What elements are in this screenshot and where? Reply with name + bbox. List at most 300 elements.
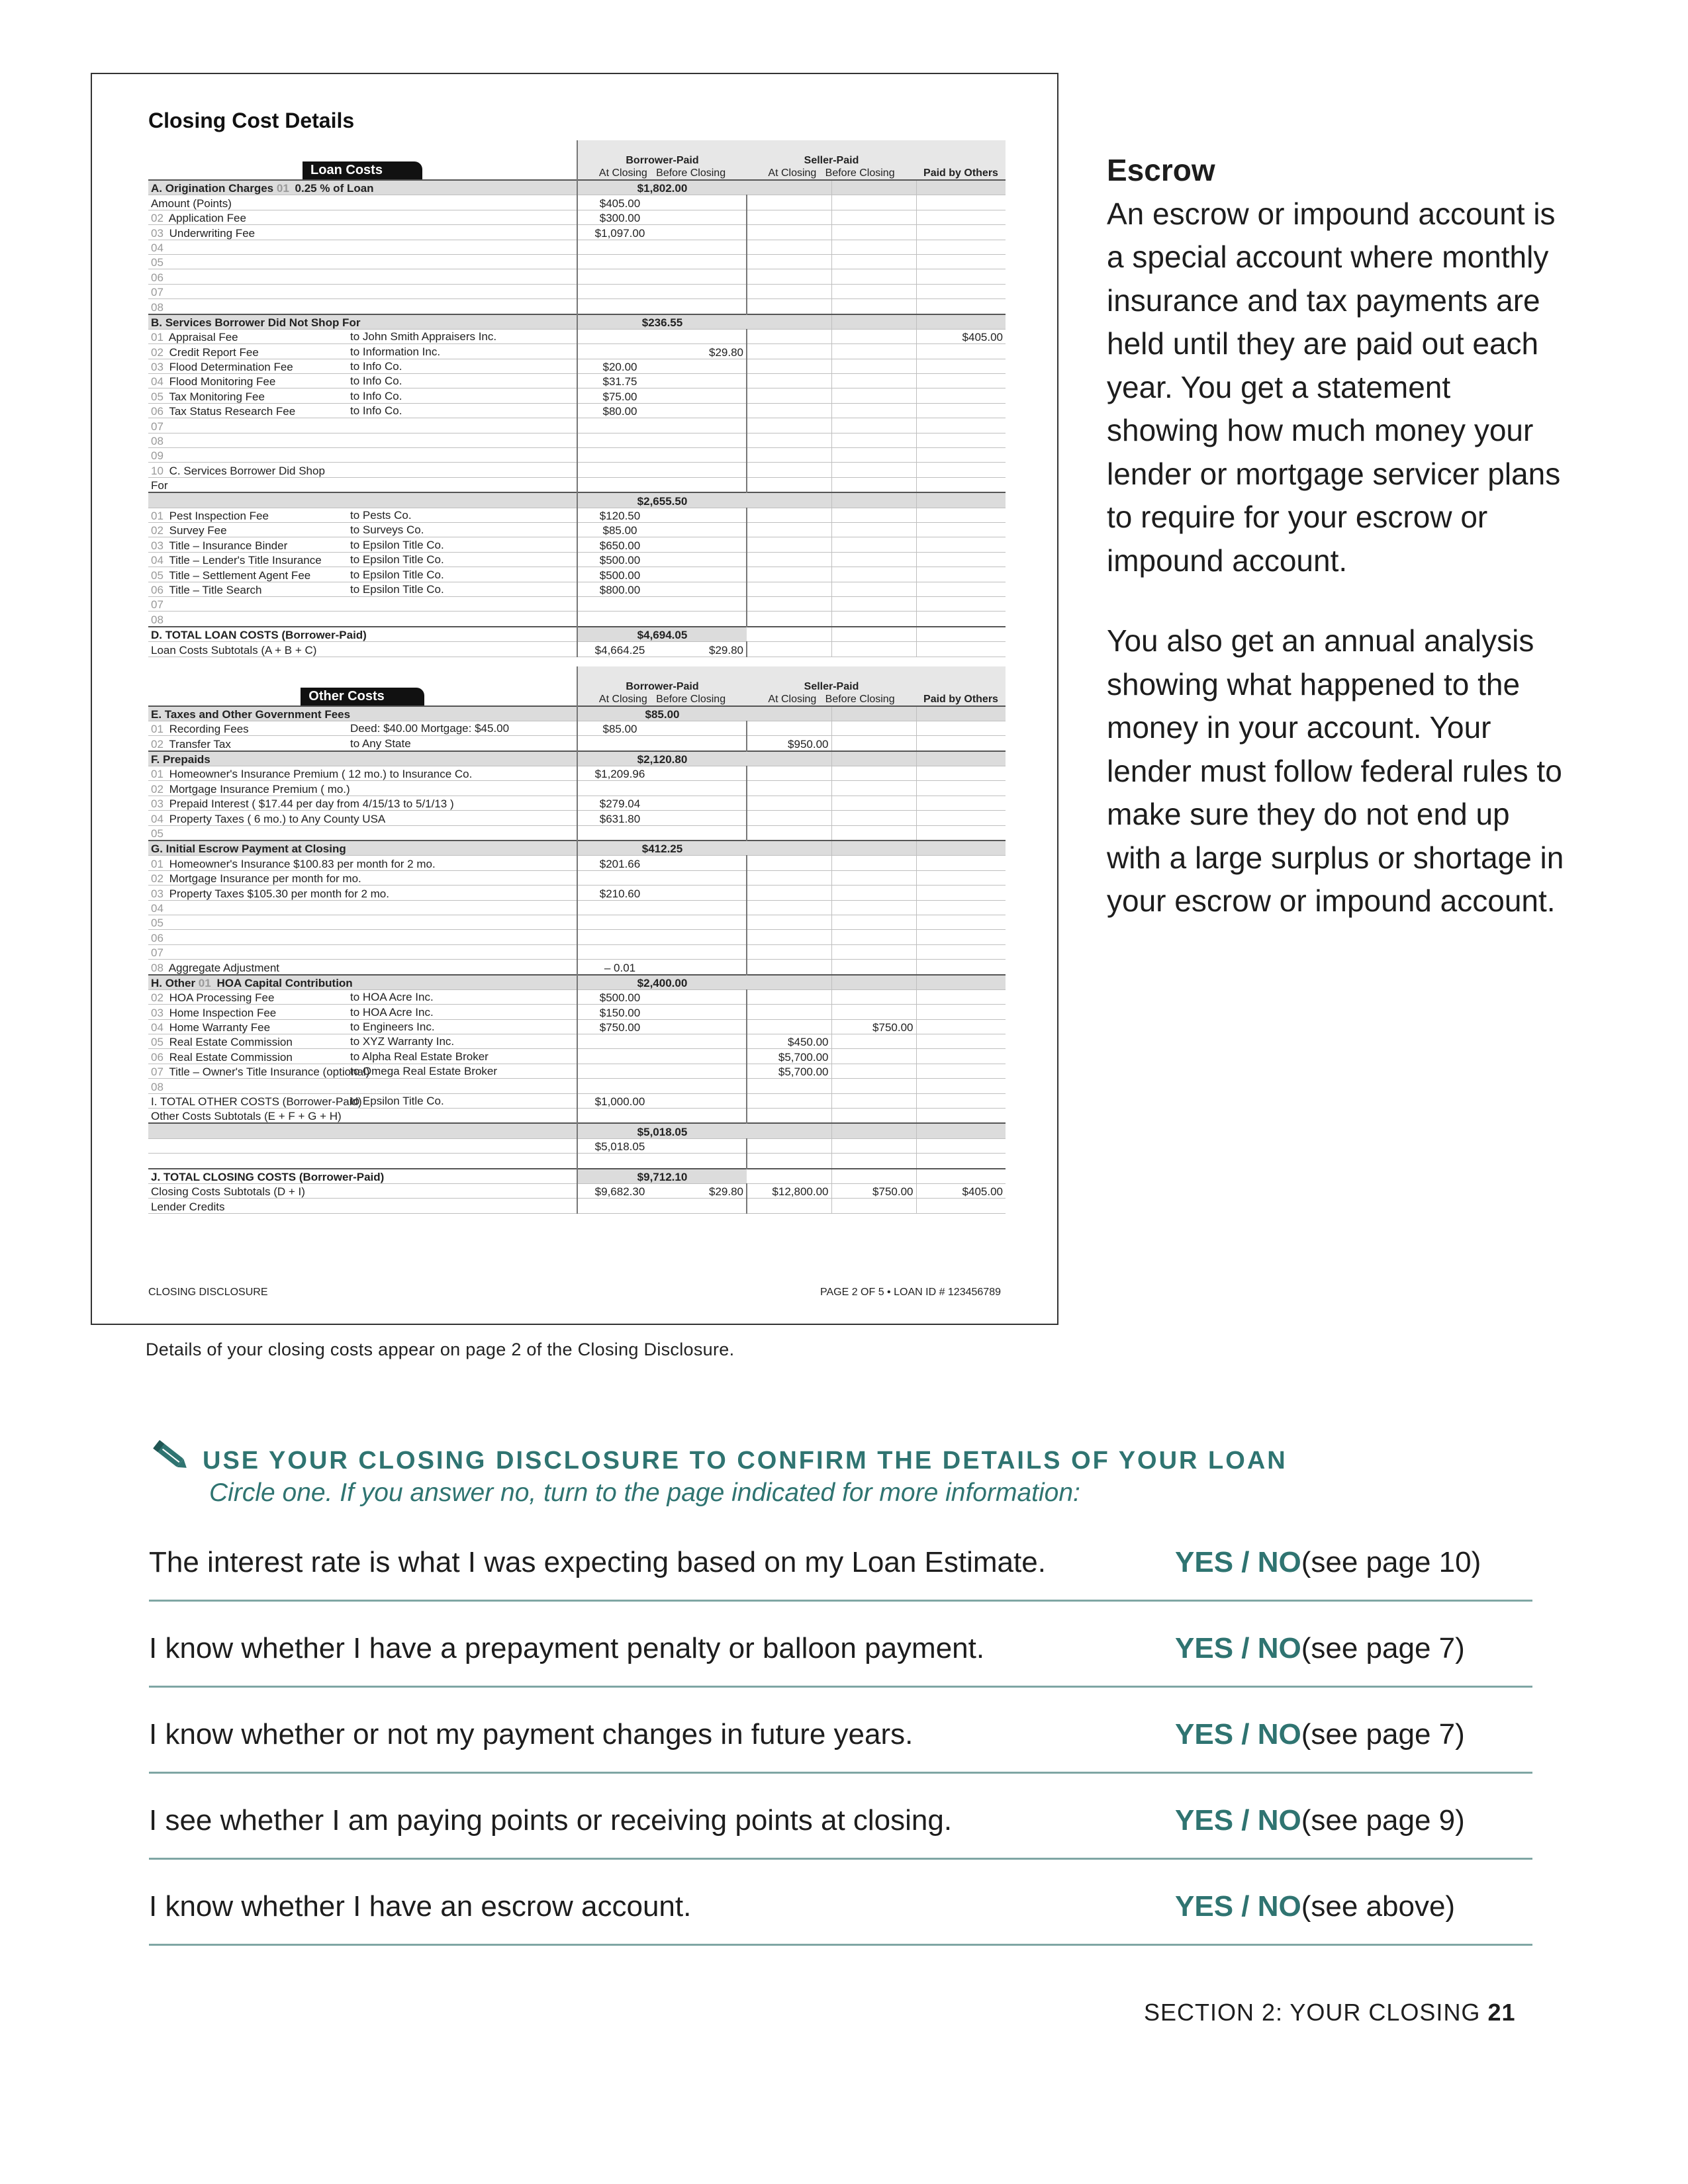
loan-costs-tab-label: Loan Costs (303, 161, 422, 179)
line-number: 06 (151, 405, 164, 418)
line-number: 07 (151, 286, 164, 299)
yes-no-choice[interactable]: YES / NO (1175, 1546, 1301, 1578)
borrower-before-closing (662, 1154, 747, 1169)
borrower-at-closing-value: $279.04 (599, 797, 641, 811)
borrower-before-closing (662, 1034, 747, 1049)
row-description (148, 492, 577, 508)
seller-at-closing (747, 433, 831, 447)
borrower-at-closing (577, 825, 662, 841)
seller-at-closing (747, 870, 831, 885)
payee: to Info Co. (350, 360, 402, 373)
table-row (148, 975, 1006, 990)
seller-at-closing-value: $12,800.00 (772, 1185, 829, 1199)
seller-before-closing (831, 314, 916, 330)
borrower-before-closing (662, 299, 747, 314)
row-label: For (151, 479, 168, 492)
borrower-at-closing (577, 944, 662, 959)
borrower-at-closing (577, 1169, 747, 1184)
seller-before-closing (831, 1079, 916, 1093)
seller-at-closing (747, 359, 831, 373)
row-label: Lender Credits (151, 1200, 225, 1213)
row-description (148, 1169, 577, 1184)
seller-before-closing (831, 418, 916, 433)
seller-at-closing (747, 567, 831, 582)
seller-at-closing (747, 448, 831, 463)
seller-before-closing (831, 1169, 916, 1184)
paid-by-others (916, 856, 1006, 870)
borrower-at-closing (577, 856, 662, 870)
seller-at-closing (747, 1199, 831, 1213)
row-label: Mortgage Insurance per month for mo. (169, 872, 361, 886)
paid-by-others (916, 841, 1006, 856)
seller-at-closing (747, 344, 831, 359)
seller-before-closing (831, 811, 916, 825)
row-label: A. Origination Charges (151, 182, 274, 195)
other-costs-tab (148, 666, 577, 706)
seller-before-closing (831, 1199, 916, 1213)
table-row (148, 900, 1006, 915)
checklist-item (149, 1602, 1532, 1688)
seller-at-closing (747, 706, 831, 721)
row-description (148, 612, 577, 627)
seller-at-closing (747, 582, 831, 596)
row-label: I. TOTAL OTHER COSTS (Borrower-Paid) (151, 1095, 362, 1109)
borrower-before-closing (662, 374, 747, 388)
table-row (148, 240, 1006, 254)
borrower-at-closing (577, 736, 662, 751)
seller-at-closing (747, 612, 831, 627)
seller-before-closing (831, 841, 916, 856)
seller-at-closing (747, 796, 831, 810)
borrower-at-closing (577, 1049, 662, 1064)
row-description (148, 751, 577, 766)
borrower-at-closing (577, 612, 662, 627)
line-number: 07 (151, 420, 164, 433)
row-description (148, 796, 577, 810)
paid-by-others (916, 240, 1006, 254)
row-description (148, 1138, 577, 1153)
seller-at-closing (747, 1184, 831, 1199)
row-description (148, 448, 577, 463)
table-row (148, 612, 1006, 627)
row-description (148, 886, 577, 900)
seller-before-closing (831, 1049, 916, 1064)
line-number: 02 (151, 991, 164, 1005)
paid-by-others (916, 359, 1006, 373)
seller-at-closing (747, 210, 831, 224)
table-row (148, 210, 1006, 224)
paid-by-others-header (916, 140, 1006, 180)
paid-by-others (916, 989, 1006, 1004)
row-description (148, 1123, 577, 1138)
borrower-at-closing (577, 766, 662, 781)
borrower-before-closing (662, 915, 747, 929)
borrower-at-closing (577, 870, 662, 885)
borrower-at-closing (577, 811, 662, 825)
line-number: 05 (151, 827, 164, 841)
borrower-at-closing-value: $5,018.05 (594, 1140, 645, 1154)
paid-by-others (916, 612, 1006, 627)
checklist-question: The interest rate is what I was expecting based on my Loan Estimate. (149, 1546, 1046, 1578)
yes-no-choice[interactable]: YES / NO (1175, 1632, 1301, 1664)
row-label: Tax Status Research Fee (169, 405, 296, 418)
borrower-at-closing (577, 989, 662, 1004)
row-label: Mortgage Insurance Premium ( mo.) (169, 782, 350, 796)
line-number: 01 (151, 723, 164, 736)
seller-before-closing (831, 930, 916, 944)
seller-paid-label: Seller-Paid (804, 680, 859, 692)
seller-at-closing (747, 374, 831, 388)
row-label: Transfer Tax (169, 737, 231, 751)
borrower-at-closing-value: $500.00 (599, 991, 641, 1005)
escrow-explainer (1107, 149, 1570, 923)
row-label: Aggregate Adjustment (168, 961, 279, 974)
paid-by-others (916, 1019, 1006, 1034)
borrower-at-closing-value: $80.00 (602, 405, 637, 418)
form-footer-right: PAGE 2 OF 5 • LOAN ID # 123456789 (820, 1287, 1001, 1298)
paid-by-others-label: Paid by Others (923, 167, 998, 179)
seller-at-closing (747, 596, 831, 611)
paid-by-others (916, 1138, 1006, 1153)
row-description (148, 254, 577, 269)
seller-paid-header (747, 666, 916, 706)
seller-before-closing (831, 552, 916, 567)
line-number: 08 (151, 613, 164, 626)
paid-by-others (916, 796, 1006, 810)
table-row (148, 1199, 1006, 1213)
line-number: 03 (151, 226, 164, 240)
seller-at-closing (747, 329, 831, 343)
table-header-row (148, 666, 1006, 706)
line-number: 06 (151, 583, 164, 596)
borrower-at-closing-value: $236.55 (641, 316, 683, 329)
row-description (148, 359, 577, 373)
paid-by-others (916, 537, 1006, 552)
seller-at-closing (747, 1154, 831, 1169)
row-description (148, 960, 577, 975)
page-reference: (see page 10) (1301, 1546, 1481, 1578)
borrower-at-closing (577, 915, 662, 929)
table-row (148, 1019, 1006, 1034)
pencil-icon (147, 1435, 192, 1476)
seller-at-closing (747, 254, 831, 269)
row-label: F. Prepaids (151, 753, 211, 766)
borrower-at-closing (577, 284, 662, 298)
borrower-at-closing-value: $405.00 (599, 197, 641, 210)
table-row (148, 870, 1006, 885)
row-description (148, 1005, 577, 1019)
seller-before-closing (831, 960, 916, 975)
row-description (148, 388, 577, 403)
borrower-before-closing (662, 870, 747, 885)
paid-by-others (916, 596, 1006, 611)
seller-at-closing (747, 269, 831, 284)
seller-at-closing (747, 1019, 831, 1034)
paid-by-others (916, 766, 1006, 781)
borrower-before-closing (662, 1138, 747, 1153)
seller-at-closing (747, 508, 831, 522)
table-row (148, 254, 1006, 269)
row-label: Property Taxes ( 6 mo.) to Any County USA (169, 812, 386, 825)
seller-before-closing (831, 508, 916, 522)
row-label: Loan Costs Subtotals (A + B + C) (151, 643, 317, 657)
seller-at-closing (747, 627, 831, 642)
borrower-at-closing (577, 751, 747, 766)
row-label: Flood Monitoring Fee (169, 375, 276, 388)
borrower-at-closing (577, 225, 662, 240)
line-number: 04 (151, 901, 164, 915)
borrower-before-closing-value: $29.80 (709, 1185, 743, 1199)
table-header-row (148, 140, 1006, 180)
payee: to Epsilon Title Co. (350, 553, 444, 567)
table-row (148, 552, 1006, 567)
borrower-at-closing (577, 796, 662, 810)
form-title: Closing Cost Details (148, 109, 355, 132)
seller-at-closing (747, 299, 831, 314)
row-label: Other Costs Subtotals (E + F + G + H) (151, 1110, 342, 1123)
seller-at-closing (747, 1079, 831, 1093)
borrower-at-closing (577, 508, 662, 522)
row-description (148, 736, 577, 751)
borrower-before-closing (662, 1199, 747, 1213)
row-description (148, 1019, 577, 1034)
borrower-at-closing-value: $9,712.10 (637, 1171, 688, 1183)
seller-at-closing (747, 944, 831, 959)
line-number: 02 (151, 212, 164, 225)
spacer-cell (148, 657, 1006, 666)
row-label: J. TOTAL CLOSING COSTS (Borrower-Paid) (151, 1171, 385, 1183)
seller-at-closing (747, 781, 831, 796)
borrower-at-closing (577, 886, 662, 900)
seller-before-closing (831, 403, 916, 418)
line-number: 06 (151, 1050, 164, 1064)
seller-before-closing (831, 1138, 916, 1153)
paid-by-others (916, 736, 1006, 751)
borrower-paid-label: Borrower-Paid (626, 155, 699, 166)
borrower-at-closing (577, 1079, 662, 1093)
payee: to Info Co. (350, 375, 402, 388)
paid-by-others (916, 552, 1006, 567)
payee: to John Smith Appraisers Inc. (350, 330, 497, 343)
paid-by-others-value: $405.00 (962, 331, 1003, 344)
seller-at-closing (747, 463, 831, 477)
line-number: 04 (151, 554, 164, 567)
borrower-at-closing (577, 567, 662, 582)
table-row (148, 477, 1006, 492)
payee: to Information Inc. (350, 345, 441, 358)
other-costs-tab-label: Other Costs (301, 688, 424, 705)
row-description (148, 706, 577, 721)
table-row (148, 344, 1006, 359)
payee: to Epsilon Title Co. (350, 582, 444, 596)
row-description (148, 1049, 577, 1064)
seller-at-closing (747, 975, 831, 990)
line-number: 05 (151, 569, 164, 582)
seller-before-closing (831, 477, 916, 492)
table-row (148, 1079, 1006, 1093)
line-number: 10 (151, 464, 164, 477)
borrower-at-closing (577, 180, 747, 195)
seller-before-closing (831, 537, 916, 552)
row-description (148, 825, 577, 841)
row-description (148, 627, 577, 642)
seller-at-closing (747, 418, 831, 433)
paid-by-others (916, 1093, 1006, 1108)
row-description (148, 1093, 577, 1108)
seller-before-closing (831, 492, 916, 508)
page-reference: (see page 7) (1301, 1718, 1465, 1751)
row-description (148, 856, 577, 870)
yes-no-choice[interactable]: YES / NO (1175, 1718, 1301, 1751)
paid-by-others (916, 508, 1006, 522)
row-description (148, 344, 577, 359)
seller-before-closing (831, 374, 916, 388)
borrower-at-closing (577, 781, 662, 796)
seller-at-closing (747, 195, 831, 210)
paid-by-others (916, 448, 1006, 463)
row-label: Pest Inspection Fee (169, 509, 269, 522)
row-description (148, 1079, 577, 1093)
paid-by-others (916, 900, 1006, 915)
table-row (148, 1184, 1006, 1199)
section-spacer (148, 657, 1006, 666)
seller-before-closing (831, 1154, 916, 1169)
seller-before-closing (831, 463, 916, 477)
table-row (148, 1049, 1006, 1064)
paid-by-others (916, 781, 1006, 796)
line-number: 03 (151, 1006, 164, 1019)
line-number: 02 (151, 524, 164, 537)
row-description (148, 1109, 577, 1124)
paid-by-others (916, 388, 1006, 403)
line-number: 05 (151, 1036, 164, 1049)
seller-before-closing (831, 1123, 916, 1138)
seller-at-closing (747, 477, 831, 492)
paid-by-others (916, 225, 1006, 240)
checklist-answer (1175, 1890, 1455, 1923)
seller-before-closing (831, 522, 916, 537)
seller-before-closing (831, 796, 916, 810)
borrower-before-closing (662, 344, 747, 359)
borrower-at-closing (577, 975, 747, 990)
before-closing-label: Before Closing (825, 693, 895, 705)
seller-paid-header (747, 140, 916, 180)
borrower-at-closing-value: $20.00 (602, 361, 637, 374)
table-row (148, 418, 1006, 433)
seller-at-closing (747, 1005, 831, 1019)
before-closing-label: Before Closing (656, 693, 726, 705)
table-row (148, 269, 1006, 284)
table-row (148, 1064, 1006, 1078)
paid-by-others (916, 344, 1006, 359)
paid-by-others (916, 477, 1006, 492)
line-number: 09 (151, 449, 164, 463)
page-footer (1144, 1999, 1516, 2026)
seller-at-closing-value: $450.00 (788, 1036, 829, 1049)
borrower-at-closing (577, 1109, 662, 1124)
borrower-before-closing (662, 240, 747, 254)
table-row (148, 944, 1006, 959)
borrower-at-closing (577, 359, 662, 373)
paid-by-others (916, 1154, 1006, 1169)
row-label: Title – Owner's Title Insurance (optional) (169, 1066, 370, 1079)
line-number: 05 (151, 390, 164, 403)
line-number: 04 (151, 375, 164, 388)
borrower-at-closing-value: $2,655.50 (637, 494, 688, 508)
table-row (148, 1034, 1006, 1049)
seller-at-closing (747, 552, 831, 567)
seller-before-closing-value: $750.00 (872, 1021, 914, 1034)
paid-by-others-header (916, 666, 1006, 706)
row-description (148, 269, 577, 284)
borrower-at-closing (577, 463, 662, 477)
row-label: D. TOTAL LOAN COSTS (Borrower-Paid) (151, 629, 367, 642)
table-row (148, 284, 1006, 298)
line-number: 08 (151, 300, 164, 314)
row-description (148, 870, 577, 885)
borrower-before-closing (662, 269, 747, 284)
seller-before-closing (831, 1019, 916, 1034)
borrower-before-closing (662, 463, 747, 477)
payee: to Engineers Inc. (350, 1021, 435, 1034)
line-number: 01 (151, 509, 164, 522)
payee: to Omega Real Estate Broker (350, 1065, 498, 1078)
seller-before-closing (831, 856, 916, 870)
page-reference: (see page 7) (1301, 1632, 1465, 1664)
seller-before-closing (831, 915, 916, 929)
yes-no-choice[interactable]: YES / NO (1175, 1890, 1301, 1923)
borrower-before-closing (662, 552, 747, 567)
yes-no-choice[interactable]: YES / NO (1175, 1804, 1301, 1837)
table-row (148, 403, 1006, 418)
payee: to Info Co. (350, 404, 402, 418)
seller-before-closing (831, 944, 916, 959)
seller-at-closing (747, 1049, 831, 1064)
before-closing-label: Before Closing (825, 167, 895, 179)
borrower-at-closing-value: $1,000.00 (594, 1095, 645, 1109)
seller-at-closing-value: $5,700.00 (778, 1066, 829, 1079)
borrower-before-closing (662, 1064, 747, 1078)
table-row (148, 1138, 1006, 1153)
seller-before-closing (831, 870, 916, 885)
borrower-at-closing (577, 1138, 662, 1153)
table-row (148, 811, 1006, 825)
table-row (148, 781, 1006, 796)
seller-before-closing (831, 388, 916, 403)
borrower-before-closing (662, 508, 747, 522)
borrower-before-closing (662, 930, 747, 944)
at-closing-label: At Closing (768, 167, 817, 179)
borrower-at-closing-value: $1,209.96 (594, 768, 645, 781)
borrower-at-closing (577, 1184, 662, 1199)
line-number: 06 (151, 271, 164, 284)
paid-by-others (916, 299, 1006, 314)
seller-at-closing (747, 1123, 831, 1138)
at-closing-label: At Closing (768, 693, 817, 705)
borrower-at-closing-value: $1,097.00 (594, 226, 645, 240)
line-number: 02 (151, 345, 164, 359)
row-description (148, 781, 577, 796)
borrower-at-closing (577, 195, 662, 210)
borrower-at-closing-value: $500.00 (599, 569, 641, 582)
borrower-at-closing-value: $150.00 (599, 1006, 641, 1019)
borrower-before-closing-value: $29.80 (709, 643, 743, 657)
borrower-before-closing (662, 388, 747, 403)
borrower-at-closing-value: $2,400.00 (637, 976, 688, 989)
seller-at-closing (747, 522, 831, 537)
loan-costs-tab (148, 140, 577, 180)
table-row (148, 915, 1006, 929)
